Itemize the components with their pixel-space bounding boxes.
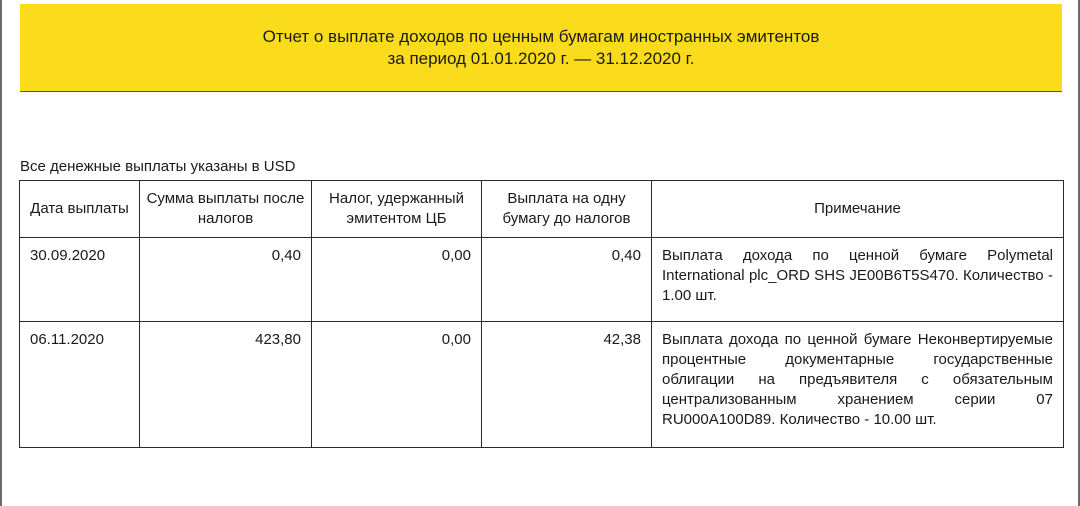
col-header-amount: Сумма выплаты после налогов: [140, 181, 312, 238]
cell-date: 06.11.2020: [20, 322, 140, 448]
table-row: [20, 238, 1064, 322]
cell-tax: 0,00: [312, 238, 482, 322]
report-title-line1: Отчет о выплате доходов по ценным бумагам иностранных эмитентов: [262, 26, 820, 46]
table-row: [20, 322, 1064, 448]
cell-per-share: 42,38: [482, 322, 652, 448]
col-header-date: Дата выплаты: [20, 181, 140, 238]
report-period-line: за период 01.01.2020 г. — 31.12.2020 г.: [387, 48, 695, 68]
payments-table: [19, 180, 1064, 448]
table-header-row: [20, 181, 1064, 238]
col-header-per-share: Выплата на одну бумагу до налогов: [482, 181, 652, 238]
cell-amount: 0,40: [140, 238, 312, 322]
report-header-banner: [20, 4, 1062, 92]
cell-date: 30.09.2020: [20, 238, 140, 322]
cell-per-share: 0,40: [482, 238, 652, 322]
col-header-note: Примечание: [652, 181, 1064, 238]
cell-amount: 423,80: [140, 322, 312, 448]
cell-note: Выплата дохода по ценной бумаге Polymetal International plc_ORD SHS JE00B6T5S470. Количество - 1.00 шт.: [652, 238, 1064, 322]
cell-note: Выплата дохода по ценной бумаге Неконвертируемые процентные документарные государственные облигации на предъявителя с обязательным централизованным хранением серии 07 RU000A100D89. Количество - 10.00 шт.: [652, 322, 1064, 448]
currency-caption: Все денежные выплаты указаны в USD: [20, 158, 296, 175]
col-header-tax: Налог, удержанный эмитентом ЦБ: [312, 181, 482, 238]
cell-tax: 0,00: [312, 322, 482, 448]
